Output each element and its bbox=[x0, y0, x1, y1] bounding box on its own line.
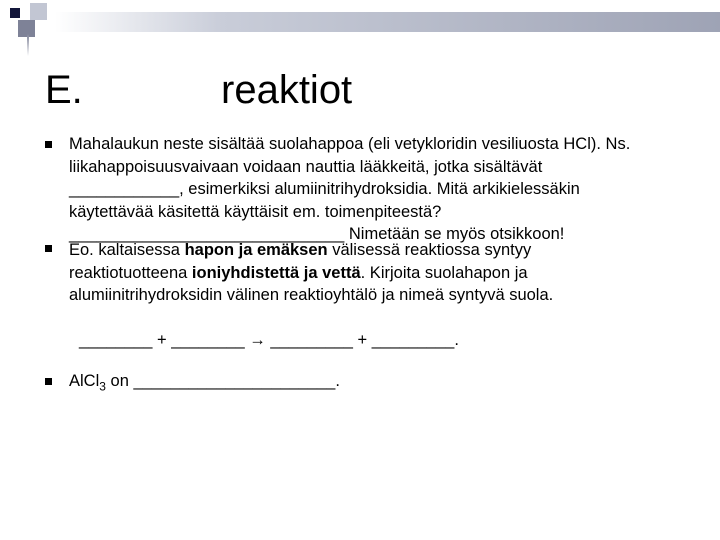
bullet-2-line-1-pre: Eo. kaltaisessa bbox=[69, 241, 185, 259]
equation-blank-1: ________ bbox=[79, 331, 153, 349]
equation-plus-1: + bbox=[152, 331, 172, 349]
equation-blank-3: _________ bbox=[270, 331, 353, 349]
header-vertical-line bbox=[27, 34, 29, 56]
bullet-1-line-5: ______________________________ Nimetään se myös otsikkoon! bbox=[69, 225, 565, 243]
bullet-1-line-4: käytettävää käsitettä käyttäisit em. toimenpiteestä? bbox=[69, 202, 442, 221]
bullet-2-line-1 bbox=[69, 239, 553, 262]
slide-title-letter: E. bbox=[45, 68, 83, 112]
header-square-dark bbox=[10, 8, 20, 18]
header-square-light bbox=[30, 3, 47, 20]
bullet-3-formula: AlCl bbox=[69, 372, 100, 390]
bullet-2-line-3: alumiinitrihydroksidin välinen reaktioyhtälö ja nimeä syntyvä suola. bbox=[69, 286, 554, 304]
bullet-3-text bbox=[69, 370, 340, 398]
bullet-3-text-post: on ______________________. bbox=[105, 372, 340, 390]
bullet-1-line-2: liikahappoisuusvaivaan voidaan nauttia lääkkeitä, jotka sisältävät bbox=[69, 157, 543, 176]
bullet-2-line-1-bold: hapon ja emäksen bbox=[184, 241, 328, 259]
bullet-2-line-2 bbox=[69, 262, 553, 285]
equation-arrow: → bbox=[244, 331, 271, 349]
bullet-1-text bbox=[69, 133, 630, 246]
bullet-1-line-1: Mahalaukun neste sisältää suolahappoa (eli vetykloridin vesiliuosta HCl). Ns. bbox=[69, 135, 631, 153]
equation-blank-2: ________ bbox=[171, 331, 245, 349]
equation-blank-4: _________. bbox=[371, 331, 459, 349]
reaction-equation bbox=[79, 329, 459, 351]
header-gradient-band bbox=[55, 12, 720, 32]
bullet-2-text bbox=[69, 239, 553, 307]
equation-plus-2: + bbox=[352, 331, 372, 349]
bullet-2-line-2-pre: reaktiotuotteena bbox=[69, 263, 192, 282]
bullet-marker-1 bbox=[45, 141, 52, 148]
bullet-2-line-2-post: . Kirjoita suolahapon ja bbox=[360, 263, 528, 282]
bullet-2-line-2-bold: ioniyhdistettä ja vettä bbox=[191, 263, 361, 282]
bullet-2-line-1-post: välisessä reaktiossa syntyy bbox=[327, 241, 532, 259]
bullet-1-line-3: ____________, esimerkiksi alumiinitrihydroksidia. Mitä arkikielessäkin bbox=[69, 180, 580, 198]
slide-title-word: reaktiot bbox=[221, 68, 353, 112]
bullet-marker-2 bbox=[45, 245, 52, 252]
bullet-3-formula-subscript: 3 bbox=[99, 379, 106, 394]
bullet-marker-3 bbox=[45, 378, 52, 385]
